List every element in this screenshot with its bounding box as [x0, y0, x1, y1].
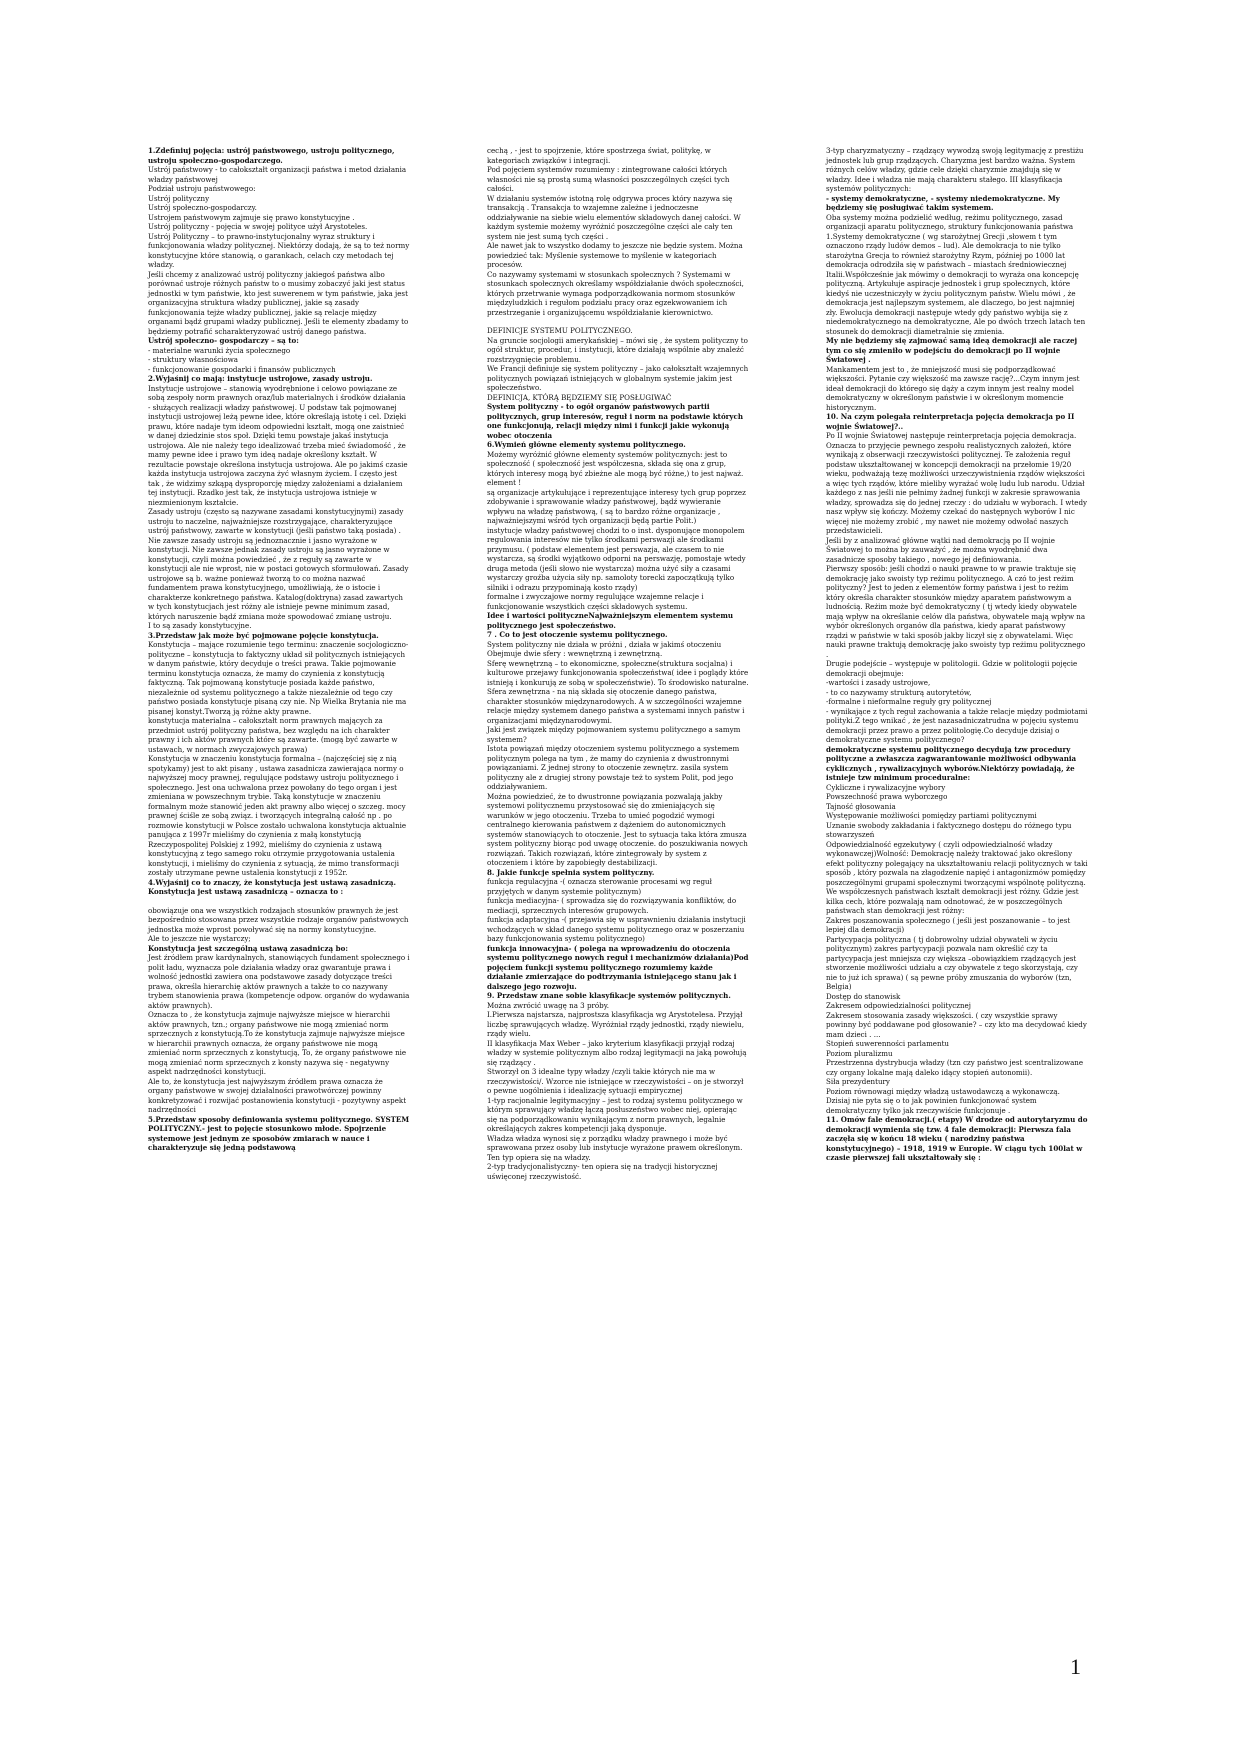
- paragraph: II klasyfikacja Max Weber – jako kryterium klasyfikacji przyjął rodzaj władzy w systemie politycznym albo rodzaj legitymacji na jaką powołują się rządzący .: [487, 1038, 747, 1067]
- paragraph: Ale nawet jak to wszystko dodamy to jeszcze nie będzie system. Można powiedzieć tak: Myślenie systemowe to myślenie w kategoriach procesów.: [487, 241, 743, 269]
- paragraph: Ustrój Polityczny – to prawno-instytucjonalny wyraz struktury i funkcjonowania władzy politycznej. Niektórzy dodają, że są to też normy konstytucyjne które stanowią, o garankach, celach czy metodach tej władzy.: [148, 231, 410, 269]
- paragraph: Jest źródłem praw kardynalnych, stanowiących fundament społecznego i polit ładu, wyznacza pole działania władzy oraz gwarantuje prawa i wolność jednostki zawiera ona podstawowe zasady dotyczące treści prawa, określa hierarchię aktów prawnych a także to co nazywany trybem stanowienia prawa (kompetencje odpow. organów do wydawania aktów prawnych).: [148, 953, 410, 1010]
- paragraph-gap: [148, 897, 410, 906]
- paragraph: 11. Omów fale demokracji.( etapy) W drodze od autorytaryzmu do demokracji wymienia się tzw. 4 fale demokracji: Pierwsza fala zaczęła się w końcu 18 wieku ( narodziny państwa konstytucyjnego) – 1918, 1919 w Europie. W ciągu tych 100lat w czasie pierwszej fali ukształtowały się :: [826, 1115, 1088, 1162]
- paragraph: Dzisiaj nie pyta się o to jak powinien funkcjonować system demokratyczny tylko jak rzeczywiście funkcjonuje .: [826, 1096, 1037, 1115]
- paragraph: Możemy wyróżnić główne elementy systemów politycznych: jest to społeczność ( społeczność jest współczesna, składa się ona z grup, których interesy mogą być zbieżne ale mogą być różne,) to jest najważ. element !: [487, 449, 744, 487]
- paragraph: funkcja innowacyjna- ( polega na wprowadzeniu do otoczenia systemu politycznego nowych reguł i mechanizmów działania)Pod pojęciem funkcji systemu politycznego rozumiemy każde działanie zmierzające do podtrzymania istniejącego stanu jak i dalszego jego rozwoju.: [487, 943, 749, 991]
- paragraph: 5.Przedstaw sposoby definiowania systemu politycznego. SYSTEM POLITYCZNY.- jest to pojęcie stosunkowo młode. Spojrzenie systemowe jest jednym ze sposobów zmiarach w nauce i charakteryzuje się jedną podstawową: [148, 1114, 410, 1152]
- paragraph: I to są zasady konstytucyjne.: [148, 621, 252, 630]
- paragraph: Poziom pluralizmu: [826, 1048, 893, 1058]
- paragraph: cechą , - jest to spojrzenie, które spostrzega świat, politykę, w kategoriach związków i integracji.: [487, 146, 711, 165]
- paragraph: Drugie podejście – występuje w politologii. Gdzie w politologii pojęcie demokracji obejmuje:: [826, 659, 1078, 678]
- paragraph: Zakresem odpowiedzialności politycznej: [826, 1001, 971, 1010]
- paragraph: W działaniu systemów istotną rolę odgrywa proces który nazywa się transakcją . Transakcja to wzajemne zależne i jednoczesne oddziaływanie na siebie wielu elementów składowych danej całości. W każdym systemie możemy wyróżnić poszczególne części ale cały ten system nie jest sumą tych części .: [487, 193, 741, 241]
- paragraph: Konstytucja – mające rozumienie tego terminu: znaczenie socjologiczno-polityczne – konstytucja to faktyczny układ sił politycznych istniejących w danym państwie, który decyduje o treści prawa. Takie pojmowanie terminu konstytucja oznacza, że mamy do czynienia z konstytucją faktyczną. Tak pojmowaną konstytucje posiada każde państwo, niezależnie od systemu politycznego a także niezależnie od tego czy państwo posiada konstytucje pisaną czy nie. Np Wielka Brytania nie ma pisanej konstyt.Tworzą ją różne akty prawne.: [148, 640, 409, 716]
- paragraph: 1.Zdefiniuj pojęcia: ustrój państwowego, ustroju politycznego, ustroju społeczno-gospodarczego.: [148, 146, 395, 165]
- paragraph: Na gruncie socjologii amerykańskiej – mówi się , że system polityczny to ogół struktur, procedur, i instytucji, które działają wspólnie aby znaleźć rozstrzygnięcie problemu.: [487, 335, 748, 364]
- paragraph: Partycypacja polityczna ( tj dobrowolny udział obywateli w życiu politycznym) zakres partycypacji pozwala nam określić czy ta partycypacja jest mniejsza czy większa –obowiązkiem rządzących jest stworzenie możliwości udziału a czy obywatele z tego skorzystają, czy nie to już ich sprawa) ( są pewne próby zmuszania do wyborów (tzn, Belgia): [826, 934, 1078, 991]
- paragraph: Mankamentem jest to , że mniejszość musi się podporządkować większości. Pytanie czy większość ma zawsze rację?...Czym innym jest ideał demokracji do którego się dąży a czym innym jest realny model demokratyczny w określonym państwie i w określonym momencie historycznym.: [826, 364, 1080, 412]
- paragraph: Konstytucja w znaczeniu konstytucja formalna – (najczęściej się z nią spotykamy) jest to akt pisany , ustawa zasadnicza zawierająca normy o najwyższej mocy prawnej, regulujące podstawy ustroju politycznego i społecznego. Jest ona uchwalona przez powołany do tego organ i jest zmieniana w powszechnym trybie. Taką konstytucje w znaczeniu formalnym może stanowić jeden akt prawny albo więcej o szczeg. mocy prawnej ściśle ze sobą związ. i tworzących integralną całość np . po rozmowie konstytucji w Polsce zostało uchwalona konstytucja aktualnie panująca z 1997r mieliśmy do czynienia z małą konstytucją Rzeczypospolitej Polskiej z 1992, mieliśmy do czynienia z ustawą konstytucyjną z tego samego roku otrzymie przygotowania ustalenia konstytucji, i mieliśmy do czynienia z sytuacją, że mimo transformacji zostały utrzymane pewne ustalenia konstytucji z 1952r.: [148, 754, 407, 877]
- paragraph: konstytucja materialna – całokształt norm prawnych mających za przedmiot ustrój polityczny państwa, bez względu na ich charakter prawny i ich aktów prawnych które są zawarte. (mogą być zawarte w ustawach, w normach zwyczajowych prawa): [148, 716, 398, 754]
- paragraph: Ale to, że konstytucja jest najwyższym źródłem prawa oznacza że organy państwowe w swojej działalności prawotwórczej powinny konkretyzować i rozwijać postanowienia konstytucji - pozytywny aspekt nadrzędności: [148, 1076, 407, 1114]
- paragraph: Jeśli chcemy z analizować ustrój polityczny jakiegoś państwa albo porównać ustroje różnych państw to o musimy zobaczyć jaki jest status jednostki w tym państwie, kto jest suwerenem w tym państwie, jaka jest organizacyjna struktura władzy publicznej, jakie są zasady funkcjonowania tejże władzy publicznej, jakie są relacje między organami bądź grupami władzy publicznej. Jeśli te elementy zbadamy to będziemy potrafić scharakteryzować ustrój danego państwa.: [148, 269, 409, 336]
- paragraph: Przestrzenna dystrybucja władzy (tzn czy państwo jest scentralizowane czy organy lokalne mają daleko idący stopień autonomii).: [826, 1058, 1084, 1077]
- paragraph: 1-typ racjonalnie legitymacyjny – jest to rodzaj systemu politycznego w którym sprawujący władzę łączą posłuszeństwo wobec niej, opierając się na podporządkowaniu wynikającym z norm prawnych, legalnie określających zakres kompetencji jaką dysponuje.: [487, 1095, 743, 1133]
- paragraph: są organizacje artykułujące i reprezentujące interesy tych grup poprzez zdobywanie i sprawowanie władzy państwowej, bądź wywieranie wpływu na władzę państwową, ( są to bardzo różne organizacje , najważniejszymi wśród tych organizacji będą partie Polit.): [487, 487, 746, 525]
- paragraph: 6.Wymień główne elementy systemu politycznego.: [487, 440, 686, 449]
- paragraph: System polityczny nie działa w próżni , działa w jakimś otoczeniu Obejmuje dwie sfery : wewnętrzną i zewnętrzną.: [487, 639, 722, 658]
- paragraph: - materialne warunki życia społecznego: [148, 345, 291, 355]
- paragraph: DEFINICJE SYSTEMU POLITYCZNEGO.: [487, 326, 633, 335]
- paragraph: -wartości i zasady ustrojowe,: [826, 678, 931, 687]
- paragraph: Oba systemy można podzielić według, reżimu politycznego, zasad organizacji aparatu politycznego, struktury funkcjonowania państwa: [826, 212, 1074, 231]
- paragraph: - systemy demokratyczne, - systemy niedemokratyczne. My będziemy się posługiwać takim systemem.: [826, 193, 1060, 212]
- paragraph: Zasady ustroju (często są nazywane zasadami konstytucyjnymi) zasady ustroju to naczelne, najważniejsze rozstrzygające, charakteryzujące ustrój państwowy, zawarte w konstytucji (jeśli państwo taką posiada) . Nie zawsze zasady ustroju są jednoznacznie i jasno wyrażone w konstytucji. Nie zawsze jednak zasady ustroju są jasno wyrażone w konstytucji, czyli można powiedzieć , że z reguły są zawarte w konstytucji ale nie wprost, nie w postaci gotowych sformułowań. Zasady ustrojowe są b. ważne ponieważ tworzą to co można nazwać fundamentem prawa konstytucyjnego, umożliwiają, że o istocie i charakterze konkretnego państwa. Katalog(doktryna) zasad zawartych w tych konstytucjach jest różny ale istnieje pewne minimum zasad, których naruszenie bądź zmiana może spowodować zmianę ustroju.: [148, 507, 409, 621]
- paragraph: - to co nazywamy strukturą autorytetów,: [826, 687, 972, 697]
- paragraph: formalne i zwyczajowe normy regulujące wzajemne relacje i funkcjonowanie wszystkich części składowych systemu.: [487, 592, 704, 611]
- paragraph: Sferę wewnętrzną – to ekonomiczne, społeczne(struktura socjalna) i kulturowe przejawy funkcjonowania społeczeństwa( idee i poglądy które istnieją i konkurują ze sobą w społeczeństwie). To środowisko naturalne.: [487, 658, 749, 687]
- paragraph: DEFINICJA, KTÓRĄ BĘDZIEMY SIĘ POSŁUGIWAĆ: [487, 392, 672, 402]
- paragraph: Ustrój społeczno-gospodarczy.: [148, 203, 257, 212]
- paragraph: Oznacza to , że konstytucja zajmuje najwyższe miejsce w hierarchii aktów prawnych, tzn.; organy państwowe nie mogą zmieniać norm sprzecznych z konstytucją.To że konstytucja zajmuje najwyższe miejsce w hierarchii prawnych oznacza, że organy państwowe nie mogą zmieniać norm sprzecznych z konstytucją, To, że organy państwowe nie mogą zmieniać norm sprzecznych z konsty nazywa się - negatywny aspekt nadrzędności konstytucji.: [148, 1010, 407, 1076]
- paragraph: Ustrój polityczny: [148, 193, 210, 203]
- paragraph: 2-typ tradycjonalistyczny- ten opiera się na tradycji historycznej uświęconej rzeczywistość.: [487, 1162, 718, 1181]
- paragraph: instytucje władzy państwowej chodzi to o inst. dysponujące monopolem regulowania interesów nie tylko środkami perswazji ale środkami przymusu. ( podstaw elementem jest perswazja, ale czasem to nie wystarcza, są środki wyjątkowo odporni na perswazję, pomostaje wtedy druga metoda (jeśli słowo nie wystarcza) można użyć siły a czasami wystarczy groźba użycia siły np. samoloty torecki zapoczątkują tylko silniki i odrazu przypominają kosto rządy): [487, 525, 746, 592]
- paragraph: - funkcjonowanie gospodarki i finansów publicznych: [148, 364, 336, 374]
- paragraph: 3-typ charyzmatyczny – rządzący wywodzą swoją legitymację z prestiżu jednostek lub grup rządzących. Charyzma jest bardzo ważna. System różnych celów władzy, gdzie cele dzięki charyzmie znajdują się w władzy. Idee i władza nie mają charakteru stałego. III klasyfikacja systemów politycznych:: [826, 146, 1084, 193]
- paragraph: funkcja adaptacyjna -( przejawia się w usprawnieniu działania instytucji wchodzących w skład danego systemu politycznego oraz w poszerzaniu bazy funkcjonowania systemu politycznego): [487, 915, 746, 943]
- paragraph: Co nazywamy systemami w stosunkach społecznych ? Systemami w stosunkach społecznych określamy współdziałanie dwóch społeczności, których przetrwanie wymaga podporządkowania normom stosunków międzyludzkich i regułom podziału pracy oraz egzekwowaniem ich przestrzeganie i organizującemu współdziałanie kierownictwo.: [487, 269, 744, 317]
- paragraph: Jeśli by z analizować główne wątki nad demokracją po II wojnie Światowej to można by zauważyć , że można wyodrębnić dwa zasadnicze sposoby takiego , nowego jej definiowania.: [826, 535, 1055, 564]
- paragraph: Władza władza wynosi się z porządku władzy prawnego i może być sprawowana przez osoby lub instytucje wyrażone prawem określonym. Ten typ opiera się na władzy.: [487, 1133, 743, 1162]
- paragraph: Ustrojem państwowym zajmuje się prawo konstytucyjne .: [148, 212, 355, 222]
- paragraph: I.Pierwsza najstarsza, najprostsza klasyfikacja wg Arystotelesa. Przyjął liczbę sprawujących władzę. Wyróżniał rządy jednostki, rządy niewielu, rządy wielu.: [487, 1010, 744, 1038]
- paragraph: funkcja regulacyjna -( oznacza sterowanie procesami wg reguł przyjętych w danym systemie politycznym): [487, 877, 712, 896]
- paragraph: Tajność głosowania: [826, 801, 896, 811]
- paragraph: Powszechność prawa wyborczego: [826, 792, 948, 801]
- paragraph: My nie będziemy się zajmować samą ideą demokracji ale raczej tym co się zmieniło w podejściu do demokracji po II wojnie Światowej .: [826, 336, 1078, 364]
- paragraph: demokratyczne systemu politycznego decydują tzw procedury polityczne a zwłaszcza zagwarantowanie możliwości odbywania cyklicznych , rywalizacyjnych wyborów.Niektórzy powiadają, że istnieje tzw minimum proceduralne:: [826, 744, 1077, 782]
- paragraph: Poziom równowagi między władzą ustawodawczą a wykonawczą.: [826, 1086, 1060, 1096]
- paragraph: Ustrój państwowy - to całokształt organizacji państwa i metod działania władzy państwowej: [148, 165, 407, 184]
- paragraph: Po II wojnie Światowej następuje reinterpretacja pojęcia demokracja. Oznacza to przyjęcie pewnego zespołu realistycznych założeń, które wynikają z obserwacji rzeczywistości politycznej. Te założenia reguł podstaw ukształtowanej w koncepcji demokracji na przełomie 19/20 wieku, podważają tezę możliwości urzeczywistnienia rządów większości a więc tych rządów, które mieliby wyrażać wolę ludu lub narodu. Udział każdego z nas jeśli nie pełnimy żadnej funkcji w zakresie sprawowania władzy, sprowadza się do jednej rzeczy : do udziału w wyborach. I wtedy nasz wpływ się kończy. Możemy czekać do następnych wyborów I nic więcej nie możemy zrobić , my nawet nie możemy odwołać naszych przedstawicieli.: [826, 431, 1088, 535]
- paragraph: 4.Wyjaśnij co to znaczy, że konstytucja jest ustawą zasadniczą. Konstytucja jest ustawą zasadniczą – oznacza to :: [148, 877, 396, 896]
- paragraph: jednostka może wprost powoływać się na normy konstytucyjne.: [148, 924, 377, 934]
- paragraph: Sfera zewnętrzna - na nią składa się otoczenie danego państwa, charakter stosunków międzynarodowych. A w szczególności wzajemne relacje między systemem danego państwa a systemami innych państw i organizacjami międzynarodowymi.: [487, 687, 745, 725]
- paragraph: Odpowiedzialność egzekutywy ( czyli odpowiedzialność władzy wykonawczej)Wolność: Demokrację należy traktować jako określony efekt polityczny polegający na ukształtowaniu relacji politycznych w taki sposób , który pozwala na złagodzenie napięć i antagonizmów pomiędzy poszczególnymi grupami społecznymi tworzącymi wspólnotę polityczną.: [826, 839, 1088, 887]
- paragraph: We współczesnych państwach kształt demokracji jest różny. Gdzie jest kilka cech, które pozwalają nam odnotować, że w poszczególnych państwach stan demokracji jest różny:: [826, 887, 1079, 915]
- paragraph: Ustrój społeczno- gospodarczy – są to:: [148, 336, 299, 345]
- paragraph: 7 . Co to jest otoczenie systemu politycznego.: [487, 630, 668, 639]
- paragraph: Instytucje ustrojowe – stanowią wyodrębnione i celowo powiązane ze sobą zespoły norm prawnych oraz/lub materialnych i środków działania - służących realizacji władzy państwowej. U podstaw tak pojmowanej instytucji ustrojowej leżą pewne idee, które określają istotę i cel. Dzięki prawu, które nadaje tym ideom odpowiedni kształt, mogą one zaistnieć w danej dziedzinie stos społ. Dzięki temu powstaje jakaś instytucja ustrojowa. Ale nie należy tego idealizować trzeba mieć świadomość , że mamy pewne idee i prawo tym ideą nadaje określony kształt. W rezultacie powstaje określona instytucja ustrojowa. Ale po jakimś czasie każda instytucja ustrojowa zaczyna żyć własnym życiem. I często jest tak , że widzimy szkąpą dysproporcję między założeniami a działaniem tej instytucji. Rzadko jest tak, że instytucja ustrojowa istnieje w niezmienionym kształcie.: [148, 383, 408, 507]
- paragraph-gap: [487, 317, 749, 326]
- paragraph: Idee i wartości polityczneNajważniejszym elementem systemu politycznego jest społeczeństwo.: [487, 611, 734, 630]
- paragraph: Uznanie swobody zakładania i faktycznego dostępu do różnego typu stowarzyszeń: [826, 820, 1072, 839]
- paragraph: -formalne i nieformalne reguły gry politycznej: [826, 697, 992, 706]
- text-column-right: [826, 146, 1088, 1163]
- page-number: 1: [1070, 1654, 1081, 1679]
- paragraph: 3.Przedstaw jak może być pojmowane pojęcie konstytucja.: [148, 630, 379, 640]
- text-column-middle: [487, 146, 749, 1181]
- paragraph: 9. Przedstaw znane sobie klasyfikacje systemów politycznych.: [487, 991, 731, 1000]
- paragraph: - struktury własnościowa: [148, 355, 239, 364]
- paragraph: Występowanie możliwości pomiędzy partiami politycznymi: [826, 811, 1037, 820]
- paragraph: System polityczny - to ogół organów państwowych partii politycznych, grup interesów, reguł i norm na podstawie których one funkcjonują, relacji między nimi i funkcji jakie wykonują wobec otoczenia: [487, 402, 744, 440]
- paragraph: Pod pojęciem systemów rozumiemy : zintegrowane całości których własności nie są prostą sumą własności poszczególnych części tych całości.: [487, 165, 730, 193]
- paragraph: Stopień suwerenności parlamentu: [826, 1039, 949, 1048]
- paragraph: Można zwrócić uwagę na 3 próby.: [487, 1000, 610, 1010]
- paragraph: Dostęp do stanowisk: [826, 991, 901, 1001]
- paragraph: 10. Na czym polegała reinterpretacja pojęcia demokracja po II wojnie Światowej?..: [826, 412, 1075, 431]
- paragraph: Jaki jest związek między pojmowaniem systemu politycznego a samym systemem?: [487, 725, 741, 744]
- paragraph: We Francji definiuje się system polityczny – jako całokształt wzajemnych politycznych powiązań istniejących w globalnym systemie jakim jest społeczeństwo.: [487, 364, 749, 392]
- paragraph: 1.Systemy demokratyczne ( wg starożytnej Grecji ,słowem t tym oznaczono rządy ludów demos – lud). Ale demokracja to nie tylko starożytna Grecja to również starożytny Rzym, później po 1000 lat demokracja odrodziła się w państwach – miastach średniowiecznej Italii.Współcześnie jak mówimy o demokracji to wyraża ona koncepcję polityczną. Artykułuje aspiracje jednostek i grup społecznych, które kiedyś nie uczestniczyły w życiu politycznym państw. Wielu mówi , że demokracja jest najlepszym systemem, ale dlaczego, bo jest najmniej zły. Ewolucja demokracji następuje wtedy gdy państwo wybija się z niedemokratycznego na demokratyczne, Ale po dwóch trzech latach ten stosunek do demokracji diametralnie się zmienia.: [826, 231, 1086, 336]
- paragraph: Można powiedzieć, że to dwustronne powiązania pozwalają jakby systemowi politycznemu przystosować się do zmieniających się warunków w jego otoczeniu. Trzeba to umieć pogodzić wymogi centralnego kierowania państwem z dążeniem do autonomicznych systemów stanowiących to otoczenie. Jest to sytuacja taka która zmusza system polityczny biorąc pod uwagę otoczenie. do poszukiwania nowych rozwiązań. Takich rozwiązań, które zintegrowały by system z otoczeniem i które by zapobiegły destabilizacji.: [487, 791, 748, 867]
- paragraph: 8. Jakie funkcje spełnia system polityczny.: [487, 867, 655, 877]
- paragraph: - wynikające z tych reguł zachowania a także relacje między podmiotami polityki.Z tego wnikać , że jest nazasadniczatrudna w pojęciu systemu demokracji przez prawo a przez politologię.Co decyduje dzisiaj o demokratyczne systemu politycznego?: [826, 706, 1088, 744]
- paragraph: obowiązuje ona we wszystkich rodzajach stosunków prawnych że jest bezpośrednio stosowana przez wszystkie rodzaje organów państwowych: [148, 905, 409, 924]
- paragraph: Konstytucja jest szczególną ustawą zasadniczą bo:: [148, 943, 348, 953]
- paragraph: Cykliczne i rywalizacyjne wybory: [826, 782, 946, 792]
- paragraph: Zakresem stosowania zasady większości. ( czy wszystkie sprawy powinny być poddawane pod głosowanie? – czy kto ma decydować kiedy mam dzieci . ...: [826, 1010, 1087, 1039]
- paragraph: funkcja mediacyjna- ( sprowadza się do rozwiązywania konfliktów, do mediacji, sprzecznych interesów grupowych.: [487, 896, 737, 915]
- text-column-left: [148, 146, 410, 1153]
- paragraph: Podział ustroju państwowego:: [148, 184, 256, 193]
- paragraph: 2.Wyjaśnij co mają: instytucje ustrojowe, zasady ustroju.: [148, 374, 373, 383]
- paragraph: Ale to jeszcze nie wystarczy;: [148, 934, 251, 943]
- paragraph: Stworzył on 3 idealne typy władzy /czyli takie których nie ma w rzeczywistości/. Wzorce nie istniejące w rzeczywistości – on je stworzył o pewne uogólnienia i idealizację sytuacji empirycznej: [487, 1067, 744, 1095]
- paragraph: Zakres poszanowania społecznego ( jeśli jest poszanowanie – to jest lepiej dla demokracji): [826, 915, 1071, 934]
- paragraph: Siła prezydentury: [826, 1077, 890, 1086]
- paragraph: Istota powiązań między otoczeniem systemu politycznego a systemem politycznym polega na tym , że mamy do czynienia z dwustronnymi powiązaniami. Z jednej strony to otoczenie zewnętrz. zasila system polityczny ale z drugiej strony powstaje też to system Polit, pod jego oddziaływaniem.: [487, 744, 740, 791]
- paragraph: Ustrój polityczny - pojęcia w swojej polityce użył Arystoteles.: [148, 222, 368, 231]
- paragraph: Pierwszy sposób: jeśli chodzi o nauki prawne to w prawie traktuje się demokrację jako swoisty typ reżimu politycznego. A czó to jest reżim polityczny? Jest to jeden z elementów formy państwa i jest to reżim który określa charakter stosunków między aparatem państwowym a ludnością. Reżim może być demokratyczny ( tj wtedy kiedy obywatele mają wpływ na określanie celów dla państwa, obywatele mają wpływ na wybór określonych organów dla państwa, kiedy aparat państwowy rządzi w państwie w taki sposób jakby liczył się z obywatelami. Więc nauki prawne traktują demokrację jako swoisty typ reżimu politycznego .: [826, 564, 1086, 659]
